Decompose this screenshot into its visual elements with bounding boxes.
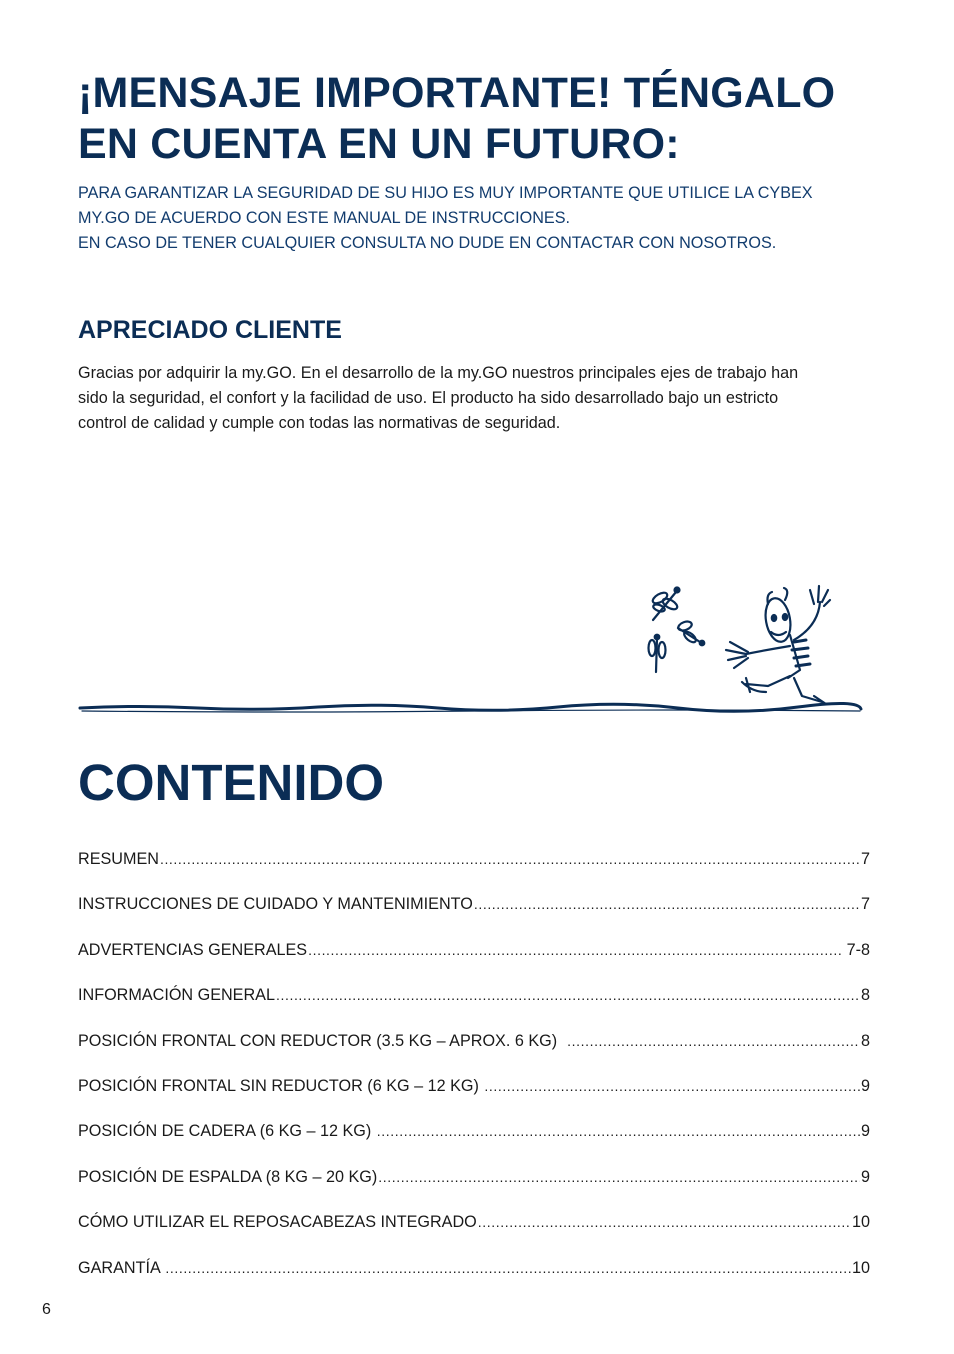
toc-dot-leader (160, 847, 860, 871)
toc-entry-title: RESUMEN (78, 850, 159, 868)
customer-intro (78, 361, 878, 436)
toc-dot-leader (378, 1165, 860, 1189)
toc-entry-title: INSTRUCCIONES DE CUIDADO Y MANTENIMIENTO (78, 895, 473, 914)
customer-heading: APRECIADO CLIENTE (78, 316, 342, 344)
toc-entry-page: 7-8 (842, 940, 870, 959)
intro-line-2: sido la seguridad, el confort y la facilidad de uso. El producto ha sido desarrollado bajo un estricto (78, 389, 779, 407)
child-chasing-dragonflies-drawing (78, 580, 868, 720)
toc-entry-back-position[interactable] (78, 1165, 870, 1210)
title-line-1: ¡MENSAJE IMPORTANTE! TÉNGALO (78, 69, 836, 117)
important-message-title (78, 68, 898, 170)
page-number: 6 (42, 1301, 51, 1318)
toc-entry-title: POSICIÓN DE CADERA (6 KG – 12 KG) (78, 1122, 376, 1141)
dragonfly-icon (677, 620, 704, 645)
toc-dot-leader (478, 1210, 851, 1234)
safety-warning (78, 181, 898, 256)
toc-entry-page: 10 (851, 1258, 870, 1277)
toc-entry-warranty[interactable] (78, 1256, 870, 1301)
contents-heading: CONTENIDO (78, 754, 384, 811)
toc-entry-care-maintenance[interactable] (78, 892, 870, 937)
toc-entry-resumen[interactable] (78, 847, 870, 892)
warning-line-1: PARA GARANTIZAR LA SEGURIDAD DE SU HIJO ES MUY IMPORTANTE QUE UTILICE LA CYBEX (78, 184, 813, 202)
table-of-contents (78, 847, 870, 1301)
toc-entry-title: INFORMACIÓN GENERAL (78, 986, 275, 1005)
title-line-2: EN CUENTA EN UN FUTURO: (78, 120, 680, 168)
intro-line-3: control de calidad y cumple con todas las normativas de seguridad. (78, 414, 561, 432)
toc-entry-page: 8 (860, 986, 870, 1005)
toc-entry-forward-without-reducer[interactable] (78, 1074, 870, 1119)
dragonfly-icon (649, 635, 666, 672)
toc-entry-page: 9 (860, 1076, 870, 1095)
warning-line-2: MY.GO DE ACUERDO CON ESTE MANUAL DE INSTRUCCIONES. (78, 209, 570, 227)
toc-entry-title: POSICIÓN DE ESPALDA (8 KG – 20 KG) (78, 1167, 378, 1186)
dragonfly-icon (651, 588, 679, 621)
toc-entry-page: 9 (860, 1122, 870, 1141)
toc-dot-leader (308, 938, 841, 962)
toc-entry-title: CÓMO UTILIZAR EL REPOSACABEZAS INTEGRADO (78, 1213, 477, 1232)
toc-entry-hip-position[interactable] (78, 1119, 870, 1164)
toc-entry-integrated-headrest[interactable] (78, 1210, 870, 1255)
toc-entry-general-warnings[interactable] (78, 938, 870, 983)
toc-dot-leader (165, 1256, 851, 1280)
toc-dot-leader (567, 1029, 860, 1053)
toc-entry-title: POSICIÓN FRONTAL CON REDUCTOR (3.5 KG – APROX. 6 KG) (78, 1031, 567, 1050)
intro-line-1: Gracias por adquirir la my.GO. En el desarrollo de la my.GO nuestros principales ejes de trabajo han (78, 364, 799, 382)
toc-dot-leader (474, 892, 860, 916)
toc-entry-page: 9 (860, 1167, 870, 1186)
toc-entry-general-information[interactable] (78, 983, 870, 1028)
toc-dot-leader (276, 983, 860, 1007)
toc-entry-page: 8 (860, 1031, 870, 1050)
toc-entry-title: POSICIÓN FRONTAL SIN REDUCTOR (6 KG – 12 KG) (78, 1076, 484, 1095)
toc-dot-leader (377, 1119, 860, 1143)
toc-entry-page: 7 (860, 895, 870, 914)
toc-entry-page: 10 (851, 1213, 870, 1232)
warning-line-3: EN CASO DE TENER CUALQUIER CONSULTA NO DUDE EN CONTACTAR CON NOSOTROS. (78, 234, 777, 252)
child-figure-icon (726, 586, 830, 704)
toc-entry-title: ADVERTENCIAS GENERALES (78, 940, 308, 959)
toc-dot-leader (484, 1074, 860, 1098)
toc-entry-forward-with-reducer[interactable] (78, 1029, 870, 1074)
toc-entry-page: 7 (860, 850, 870, 868)
toc-entry-title: GARANTÍA (78, 1258, 165, 1277)
